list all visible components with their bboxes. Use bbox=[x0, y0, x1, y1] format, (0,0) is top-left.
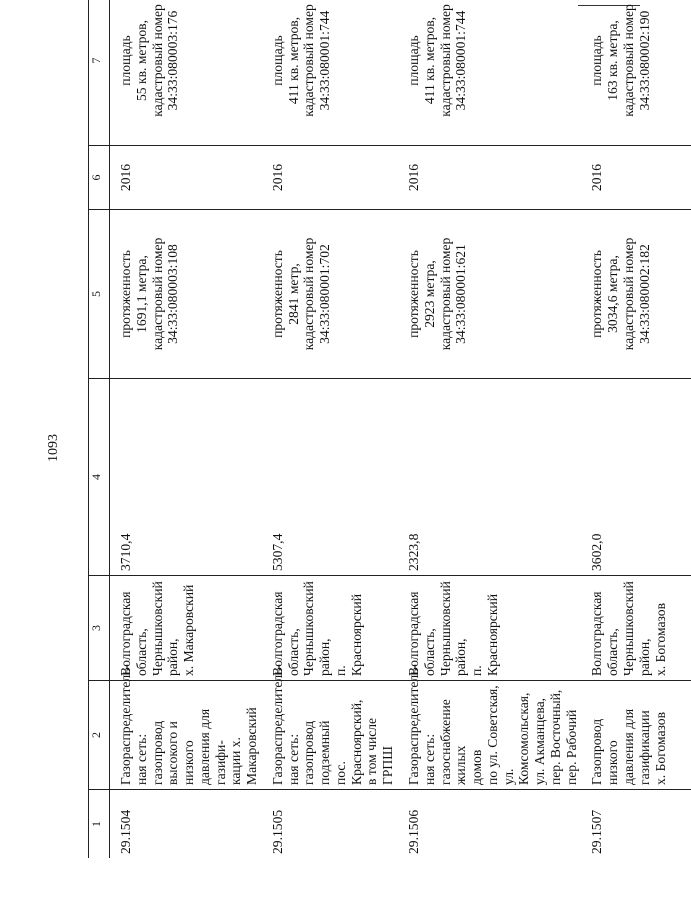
cell-object-name-line: ная сеть: bbox=[421, 733, 437, 785]
cell-object-name-line: в том числе ГРПШ bbox=[364, 717, 396, 785]
cell-area bbox=[262, 0, 398, 146]
cell-extent-line: 34:33:080001:702 bbox=[317, 244, 333, 344]
cell-year: 2016 bbox=[110, 146, 262, 210]
cell-location-line: Волгоградская bbox=[269, 591, 285, 676]
column-header-6: 6 bbox=[89, 146, 110, 210]
cell-object-name-line: по ул. Советская, bbox=[484, 685, 500, 785]
cell-year: 2016 bbox=[262, 146, 398, 210]
cell-location-line: область, bbox=[133, 628, 149, 676]
table-row bbox=[581, 0, 691, 858]
cell-location-line: Волгоградская bbox=[118, 591, 133, 676]
cell-location-line: п. Красноярский bbox=[332, 594, 364, 676]
cell-object-name-line: газификации bbox=[636, 710, 652, 785]
cell-location-line: Волгоградская bbox=[406, 591, 422, 676]
cell-location-line: Чернышковский bbox=[301, 581, 317, 676]
cell-location bbox=[398, 576, 581, 681]
column-header-4: 4 bbox=[89, 379, 110, 576]
cell-object-name-line: Газораспределитель- bbox=[269, 664, 285, 785]
cell-extent-line: кадастровый номер bbox=[301, 237, 317, 351]
cell-area bbox=[581, 0, 691, 146]
cell-object-name-line: домов bbox=[469, 749, 485, 785]
cell-extent bbox=[110, 210, 262, 379]
column-header-2: 2 bbox=[89, 681, 110, 790]
cell-area-line: 34:33:080003:176 bbox=[165, 10, 181, 111]
cell-location-line: х. Богомазов bbox=[652, 602, 668, 676]
cell-extent-line: кадастровый номер bbox=[437, 237, 453, 351]
column-header-1: 1 bbox=[89, 790, 110, 859]
cell-object-name-line: давления для газифи- bbox=[196, 708, 228, 785]
cell-object-name-line: ул. Комсомольская, bbox=[500, 692, 532, 785]
cell-location-line: х. Макаровский bbox=[181, 584, 197, 676]
cell-object-name-line: газоснабжение жилых bbox=[437, 699, 469, 785]
cell-extent-line: 2923 метра, bbox=[421, 260, 437, 328]
column-header-5: 5 bbox=[89, 210, 110, 379]
cell-location-line: Волгоградская bbox=[589, 591, 605, 676]
cell-year: 2016 bbox=[398, 146, 581, 210]
header-row bbox=[89, 0, 110, 858]
table-row bbox=[398, 0, 581, 858]
cell-area-line: 411 кв. метров, bbox=[421, 16, 437, 105]
cell-extent-line: протяженность bbox=[118, 250, 133, 338]
rotated-table-container bbox=[88, 4, 668, 858]
cell-location bbox=[110, 576, 262, 681]
cell-area-line: 55 кв. метров, bbox=[133, 20, 149, 101]
cell-location-line: п. Красноярский bbox=[469, 594, 500, 676]
column-header-3: 3 bbox=[89, 576, 110, 681]
cell-area-line: площадь bbox=[589, 35, 605, 86]
column-header-7: 7 bbox=[89, 0, 110, 146]
property-table bbox=[88, 0, 691, 858]
cell-year: 2016 bbox=[581, 146, 691, 210]
cell-area bbox=[398, 0, 581, 146]
cell-area bbox=[110, 0, 262, 146]
cell-object-name-line: ная сеть: газопровод bbox=[133, 720, 165, 785]
cell-value: 3602,0 bbox=[581, 379, 691, 576]
cell-object-name-line: подземный bbox=[317, 720, 333, 785]
cell-area-line: 34:33:080002:190 bbox=[636, 10, 652, 111]
cell-extent-line: 3034,6 метра, bbox=[605, 255, 621, 333]
cell-number: 29.1505 bbox=[269, 809, 285, 854]
cell-extent bbox=[398, 210, 581, 379]
cell-area-line: кадастровый номер bbox=[149, 4, 165, 117]
cell-area-line: кадастровый номер bbox=[620, 4, 636, 117]
cell-location-line: Чернышковский bbox=[620, 581, 636, 676]
cell-object-name-line: пос. Красноярский, bbox=[332, 699, 364, 785]
cell-extent bbox=[581, 210, 691, 379]
cell-object-name-line: пер. Восточный, bbox=[547, 689, 563, 785]
cell-object-name-line: кации х. Макаровский bbox=[228, 707, 260, 785]
cell-number: 29.1506 bbox=[406, 809, 422, 854]
cell-extent-line: протяженность bbox=[406, 250, 422, 338]
cell-number: 29.1507 bbox=[589, 809, 605, 854]
cell-extent-line: протяженность bbox=[269, 250, 285, 338]
cell-object-name-line: давления для bbox=[620, 708, 636, 785]
cell-extent-line: протяженность bbox=[589, 250, 605, 338]
cell-object-name-line: Газораспределитель- bbox=[406, 664, 422, 785]
cell-extent-line: кадастровый номер bbox=[149, 237, 165, 351]
cell-location-line: район, bbox=[453, 638, 469, 676]
cell-location bbox=[262, 576, 398, 681]
cell-extent-line: 34:33:080002:182 bbox=[636, 244, 652, 344]
cell-area-line: кадастровый номер bbox=[437, 4, 453, 117]
cell-object-name-line: Газораспределитель- bbox=[118, 664, 133, 785]
cell-extent-line: 2841 метр, bbox=[285, 263, 301, 325]
page-number: 1093 bbox=[46, 434, 61, 462]
cell-area-line: 34:33:080001:744 bbox=[317, 10, 333, 111]
cell-location-line: район, bbox=[165, 638, 181, 676]
table-row bbox=[110, 0, 262, 858]
cell-location-line: Чернышковский bbox=[437, 581, 453, 676]
cell-object-name-line: высокого и низкого bbox=[165, 721, 197, 785]
cell-object-name-line: пер. Рабочий bbox=[563, 709, 579, 785]
cell-extent-line: 34:33:080003:108 bbox=[165, 244, 181, 344]
cell-area-line: площадь bbox=[118, 35, 133, 86]
cell-value: 3710,4 bbox=[110, 379, 262, 576]
cell-area-line: площадь bbox=[269, 35, 285, 86]
cell-object-name-line: х. Богомазов bbox=[652, 711, 668, 785]
cell-extent bbox=[262, 210, 398, 379]
cell-area-line: 411 кв. метров, bbox=[285, 16, 301, 105]
cell-object-name-line: ул. Акманцева, bbox=[532, 698, 548, 785]
cell-location bbox=[581, 576, 691, 681]
cell-area-line: 34:33:080001:744 bbox=[453, 10, 469, 111]
cell-location-line: Чернышковский bbox=[149, 581, 165, 676]
table-row bbox=[262, 0, 398, 858]
cell-extent-line: кадастровый номер bbox=[620, 237, 636, 351]
cell-location-line: область, bbox=[285, 628, 301, 676]
cell-object-name-line: Газопровод низкого bbox=[589, 718, 621, 785]
cell-area-line: кадастровый номер bbox=[301, 4, 317, 117]
cell-object-name bbox=[581, 681, 691, 790]
cell-object-name bbox=[110, 664, 262, 790]
cell-object-name-line: ная сеть: газопровод bbox=[285, 720, 317, 785]
cell-location-line: область, bbox=[421, 628, 437, 676]
cell-location-line: область, bbox=[605, 628, 621, 676]
cell-value: 2323,8 bbox=[398, 379, 581, 576]
cell-object-name bbox=[262, 664, 398, 790]
cell-extent-line: 1691,1 метра, bbox=[133, 255, 149, 333]
cell-location-line: район, bbox=[317, 638, 333, 676]
cell-object-name bbox=[398, 664, 581, 790]
cell-area-line: 163 кв. метра, bbox=[605, 20, 621, 101]
cell-number: 29.1504 bbox=[118, 809, 133, 854]
cell-area-line: площадь bbox=[406, 35, 422, 86]
cell-location-line: район, bbox=[636, 638, 652, 676]
cell-extent-line: 34:33:080001:621 bbox=[453, 244, 469, 344]
cell-value: 5307,4 bbox=[262, 379, 398, 576]
